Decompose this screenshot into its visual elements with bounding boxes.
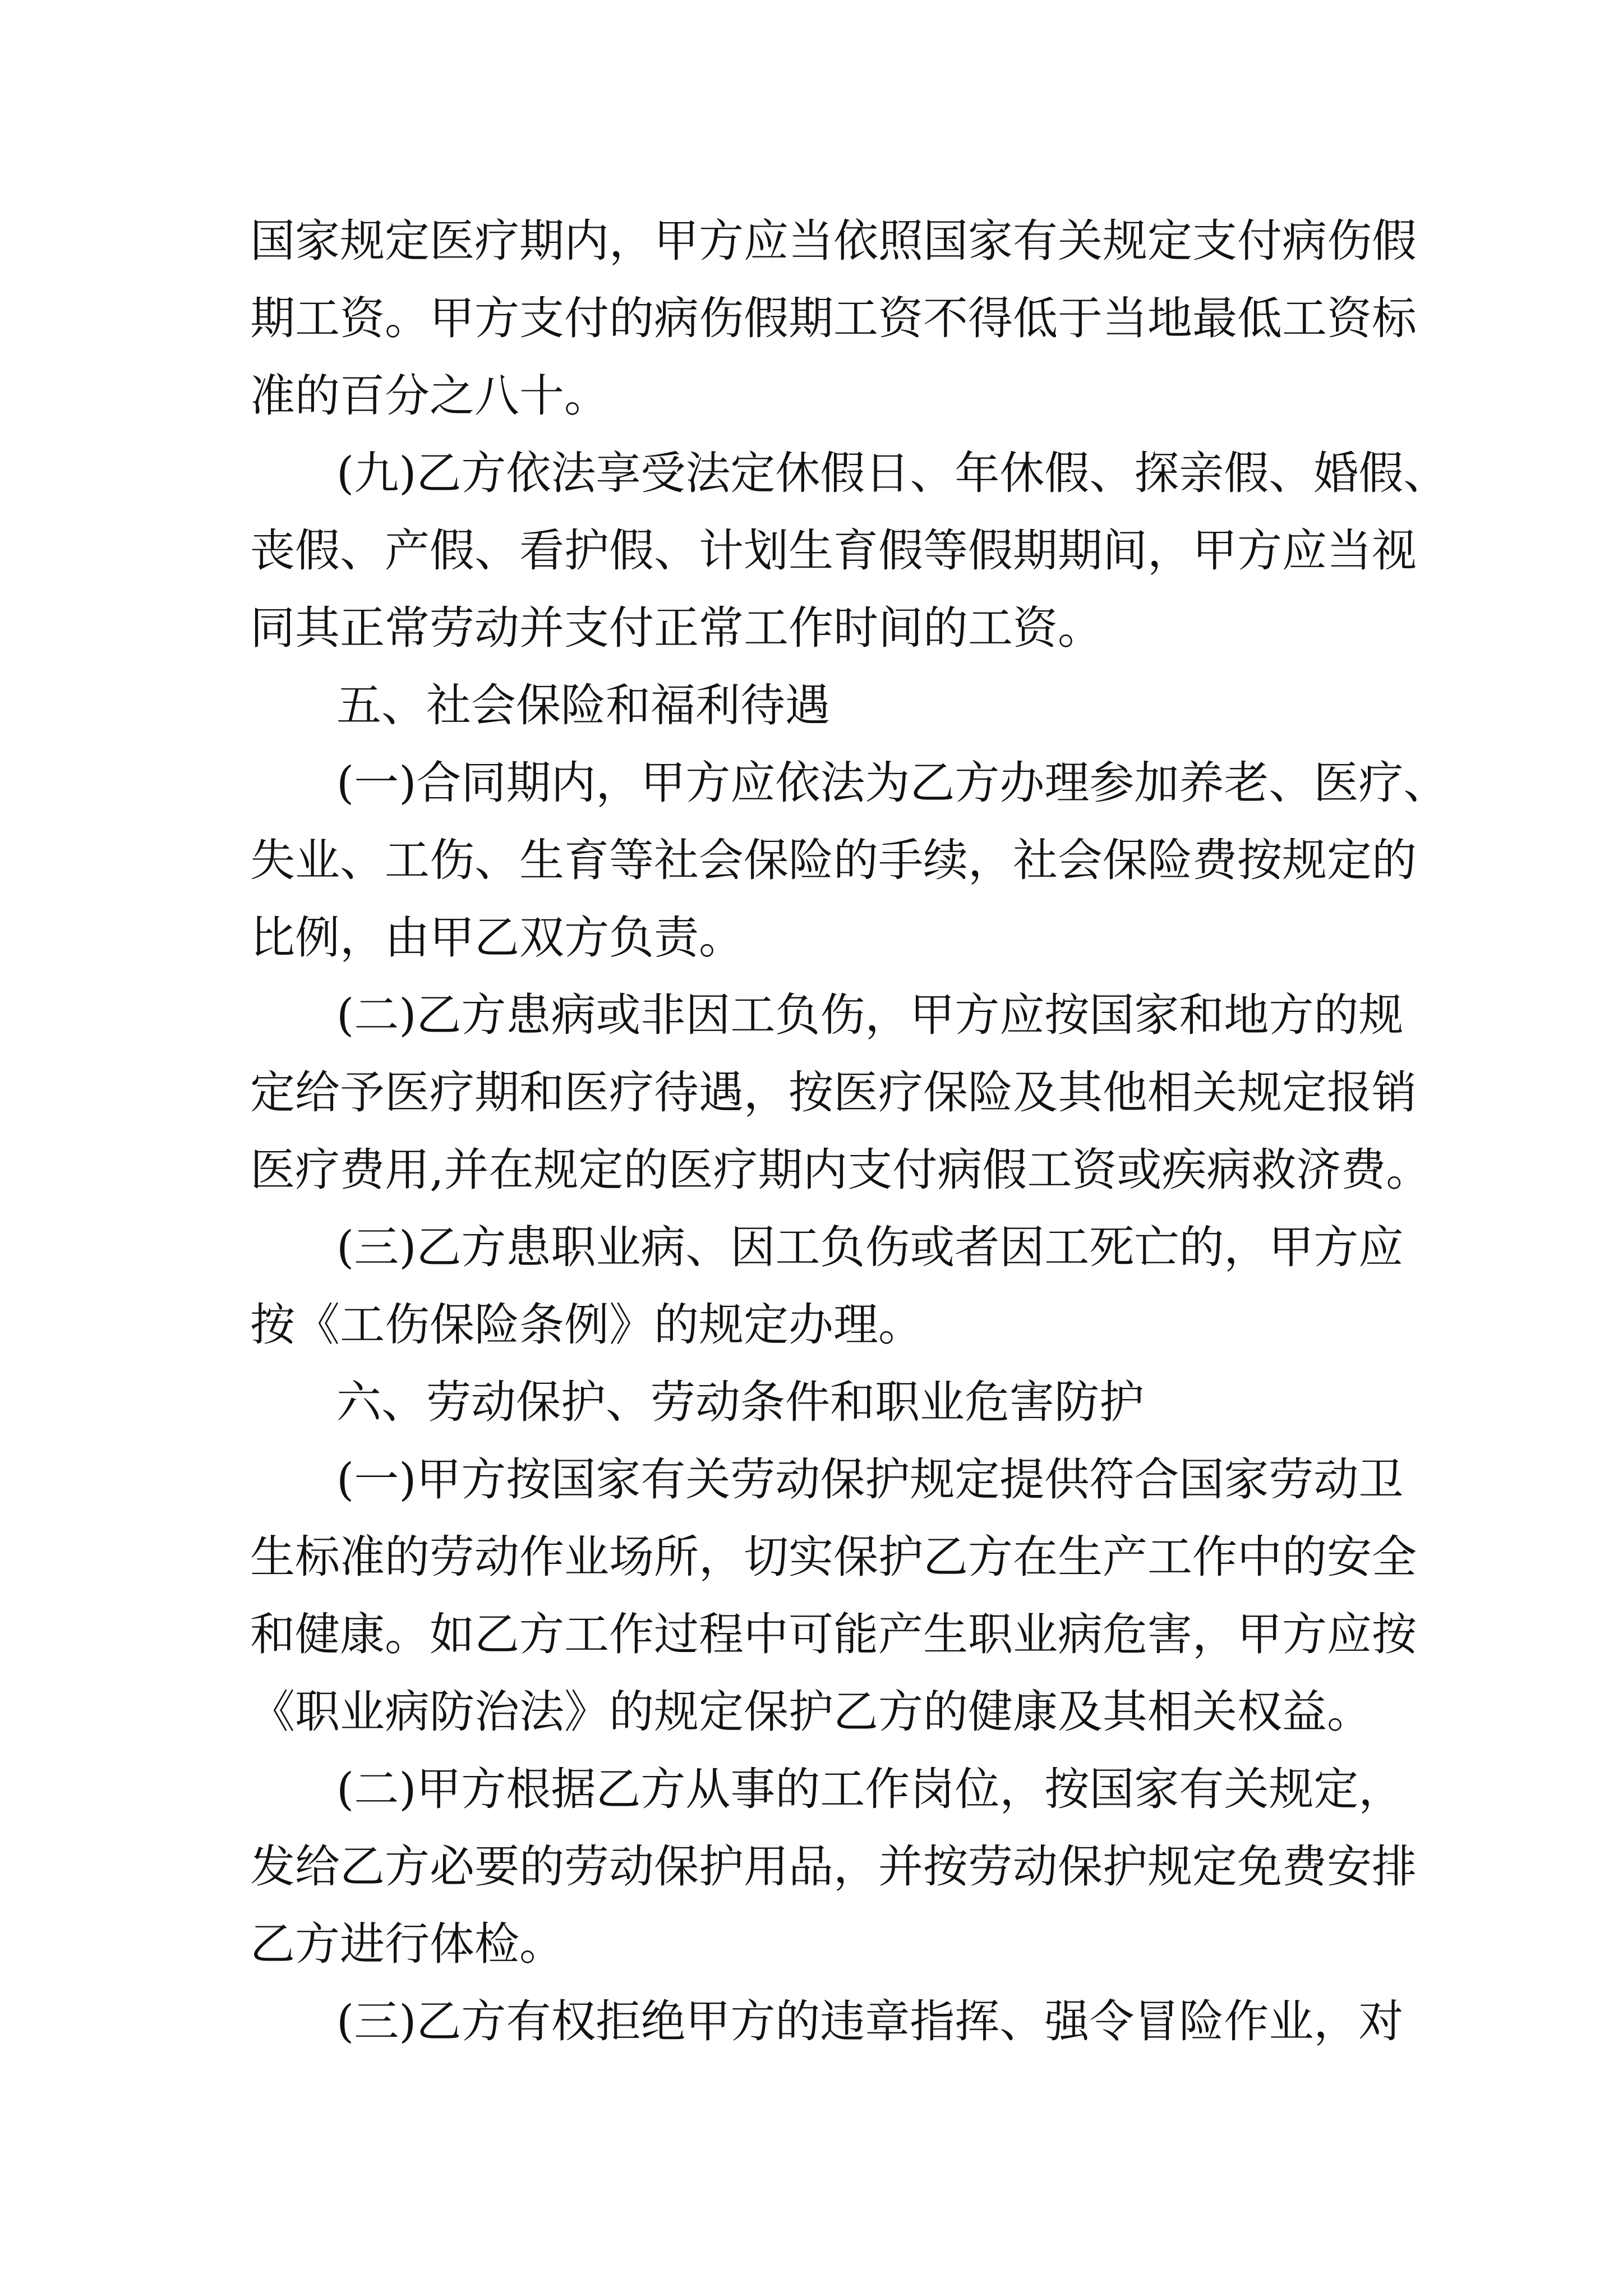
text-line: 准的百分之八十。 [250,370,609,422]
section-heading: 六、劳动保护、劳动条件和职业危害防护 [336,1376,1144,1428]
text-line: (三)乙方有权拒绝甲方的违章指挥、强令冒险作业，对 [336,1995,1404,2047]
text-line: 乙方进行体检。 [250,1918,564,1970]
text-line: 定给予医疗期和医疗待遇，按医疗保险及其他相关规定报销 [250,1066,1417,1119]
text-line: (一)甲方按国家有关劳动保护规定提供符合国家劳动卫 [336,1453,1404,1506]
text-line: (一)合同期内，甲方应依法为乙方办理参加养老、医疗、 [336,757,1449,809]
text-line: 丧假、产假、看护假、计划生育假等假期期间，甲方应当视 [250,524,1417,577]
text-line: 同其正常劳动并支付正常工作时间的工资。 [250,602,1103,654]
text-line: (二)甲方根据乙方从事的工作岗位，按国家有关规定， [336,1763,1404,1815]
section-heading: 五、社会保险和福利待遇 [336,679,830,731]
text-line: 和健康。如乙方工作过程中可能产生职业病危害，甲方应按 [250,1608,1417,1660]
text-line: 生标准的劳动作业场所，切实保护乙方在生产工作中的安全 [250,1531,1417,1583]
text-line: (三)乙方患职业病、因工负伤或者因工死亡的，甲方应 [336,1221,1404,1273]
text-line: 医疗费用,并在规定的医疗期内支付病假工资或疾病救济费。 [250,1144,1431,1196]
text-line: 失业、工伤、生育等社会保险的手续，社会保险费按规定的 [250,834,1417,886]
text-line: 国家规定医疗期内，甲方应当依照国家有关规定支付病伤假 [250,215,1417,267]
text-line: (二)乙方患病或非因工负伤，甲方应按国家和地方的规 [336,989,1404,1041]
text-line: 《职业病防治法》的规定保护乙方的健康及其相关权益。 [250,1686,1372,1738]
text-line: 按《工伤保险条例》的规定办理。 [250,1299,923,1351]
text-line: 比例，由甲乙双方负责。 [250,912,744,964]
text-line: 发给乙方必要的劳动保护用品，并按劳动保护规定免费安排 [250,1841,1417,1893]
text-line: 期工资。甲方支付的病伤假期工资不得低于当地最低工资标 [250,292,1417,344]
text-line: (九)乙方依法享受法定休假日、年休假、探亲假、婚假、 [336,447,1449,499]
